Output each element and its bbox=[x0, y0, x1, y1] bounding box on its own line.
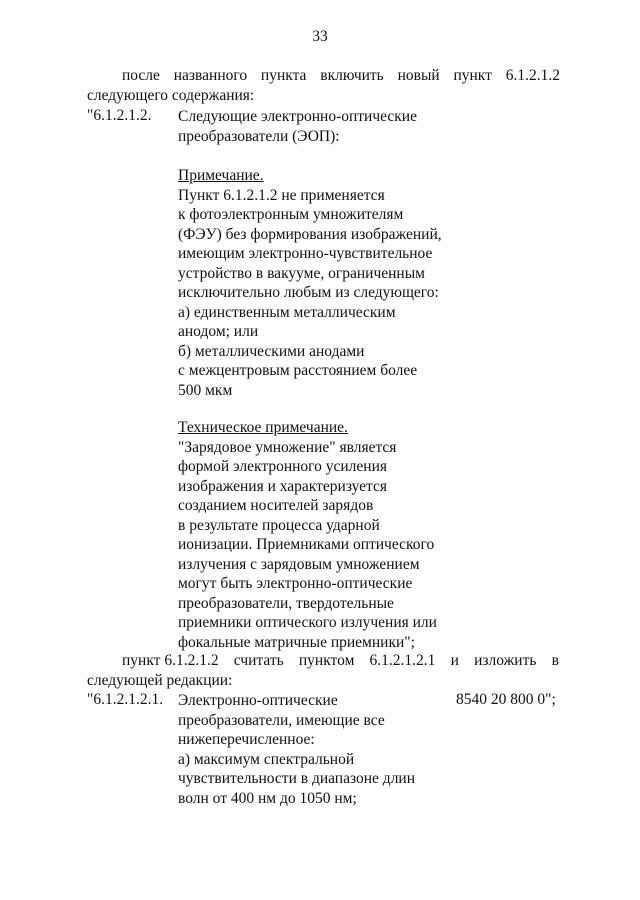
text-line: "Зарядовое умножение" является bbox=[178, 438, 397, 456]
renumber-word: пунктом bbox=[298, 652, 355, 669]
text-line: а) единственным металлическим bbox=[178, 303, 396, 321]
renumber-word: и bbox=[450, 652, 459, 669]
text-line: Электронно-оптические bbox=[178, 692, 338, 709]
text-line: излучения с зарядовым умножением bbox=[178, 555, 420, 573]
text-line: нижеперечисленное: bbox=[178, 731, 315, 748]
intro-word: пункта bbox=[260, 67, 307, 84]
text-line: в результате процесса ударной bbox=[178, 516, 380, 534]
text-line: созданием носителей зарядов bbox=[178, 497, 374, 514]
intro-word: 6.1.2.1.2 bbox=[505, 67, 560, 84]
note-block bbox=[178, 166, 442, 400]
text-line: преобразователи, имеющие все bbox=[178, 711, 385, 729]
text-line: 500 мкм bbox=[178, 381, 233, 399]
intro-word: новый bbox=[397, 67, 440, 84]
clause-title bbox=[178, 107, 417, 146]
renumber-line-1 bbox=[122, 652, 559, 670]
text-line: приемники оптического излучения или bbox=[178, 614, 437, 631]
renumber-word: изложить bbox=[474, 652, 537, 669]
tech-note-heading: Техническое примечание. bbox=[178, 419, 348, 436]
text-line: б) металлическими анодами bbox=[178, 342, 365, 360]
text-line: исключительно любым из следующего: bbox=[178, 284, 439, 301]
text-line: имеющим электронно-чувствительное bbox=[178, 245, 433, 262]
text-line: ионизации. Приемниками оптического bbox=[178, 536, 435, 553]
text-line: а) максимум спектральной bbox=[178, 750, 355, 768]
renumber-line-2: следующей редакции: bbox=[87, 672, 233, 689]
text-line: с межцентровым расстоянием более bbox=[178, 362, 418, 379]
text-line: формой электронного усиления bbox=[178, 458, 388, 475]
renumber-word: в bbox=[551, 652, 559, 669]
intro-line-1 bbox=[122, 67, 560, 85]
intro-line-2: следующего содержания: bbox=[87, 87, 255, 104]
renumber-word: 6.1.2.1.2.1 bbox=[369, 652, 436, 669]
intro-word: названного bbox=[173, 67, 248, 84]
renumber-word: пункт 6.1.2.1.2 bbox=[122, 652, 219, 669]
text-line: могут быть электронно-оптические bbox=[178, 575, 413, 592]
revised-clause-number: "6.1.2.1.2.1. bbox=[87, 691, 164, 708]
text-line: изображения и характеризуется bbox=[178, 477, 388, 495]
text-line: фокальные матричные приемники"; bbox=[178, 633, 415, 651]
revised-clause-text bbox=[178, 691, 415, 808]
text-line: анодом; или bbox=[178, 323, 259, 340]
tech-note-block bbox=[178, 418, 437, 652]
note-heading: Примечание. bbox=[178, 167, 264, 184]
text-line: к фотоэлектронным умножителям bbox=[178, 206, 404, 223]
text-line: (ФЭУ) без формирования изображений, bbox=[178, 225, 442, 243]
text-line: устройство в вакууме, ограниченным bbox=[178, 264, 425, 282]
text-line: Следующие электронно-оптические bbox=[178, 108, 417, 125]
text-line: чувствительности в диапазоне длин bbox=[178, 770, 416, 787]
clause-number: "6.1.2.1.2. bbox=[87, 107, 152, 124]
customs-code: 8540 20 800 0"; bbox=[456, 691, 556, 708]
text-line: преобразователи (ЭОП): bbox=[178, 127, 340, 145]
page-number: 33 bbox=[312, 28, 328, 45]
intro-word: после bbox=[122, 67, 160, 84]
renumber-word: считать bbox=[233, 652, 284, 669]
intro-word: включить bbox=[320, 67, 384, 84]
text-line: Пункт 6.1.2.1.2 не применяется bbox=[178, 186, 385, 204]
text-line: преобразователи, твердотельные bbox=[178, 594, 394, 612]
intro-word: пункт bbox=[453, 67, 492, 84]
text-line: волн от 400 нм до 1050 нм; bbox=[178, 789, 357, 807]
